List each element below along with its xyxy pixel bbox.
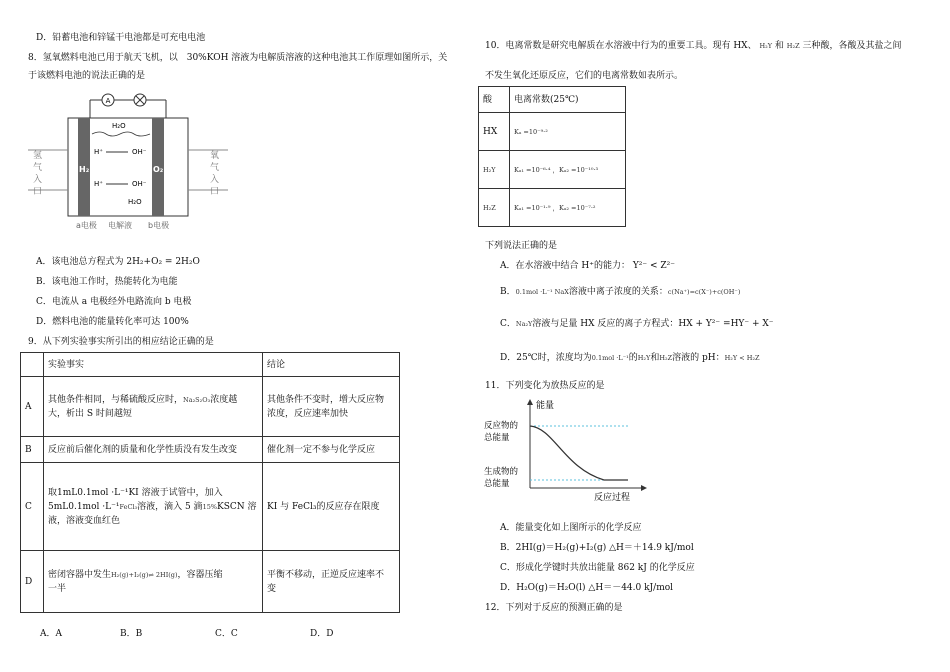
energy-diagram — [484, 396, 654, 506]
table-row: A 其他条件相同，与稀硫酸反应时，Na₂S₂O₃浓度越 大，析出 S 时间越短 其他条件不变时，增大反应物 浓度，反应速率加快 — [21, 377, 400, 437]
table-row: D 密闭容器中发生H₂(g)+I₂(g)⇌ 2HI(g)，容器压缩 一半 平衡不移动，正逆反应速率不 变 — [21, 551, 400, 613]
a-electrode-label: a电极 — [76, 221, 97, 230]
svg-text:H⁺: H⁺ — [94, 148, 103, 156]
table-row: H₂Z Kₐ₁ =10⁻¹·⁹ ，Kₐ₂ =10⁻⁷·² — [479, 189, 626, 227]
ammeter-label: A — [105, 97, 111, 105]
q11-stem: 11．下列变化为放热反应的是 — [485, 381, 605, 391]
product-label-2: 总能量 — [484, 479, 510, 489]
q9-stem: 9．从下列实验事实所引出的相应结论正确的是 — [28, 337, 214, 347]
q11-option-d[interactable]: D．H₂O(g)＝H₂O(l) △H＝－44.0 kJ/mol — [500, 583, 674, 593]
q8-option-c[interactable]: C．电流从 a 电极经外电路流向 b 电极 — [36, 297, 192, 307]
q9-option-b[interactable]: B．B — [120, 629, 143, 639]
table-row: HX Kₐ =10⁻⁹·² — [479, 113, 626, 151]
q9-option-c[interactable]: C．C — [215, 629, 238, 639]
svg-text:氧: 氧 — [210, 151, 220, 161]
svg-text:口: 口 — [210, 187, 220, 197]
q10-stem-line1: 10．电离常数是研究电解质在水溶液中行为的重要工具。现有 HX、 H₂Y 和 H₂Z 三种酸，各酸及其盐之间 — [485, 41, 902, 51]
reactant-label-2: 总能量 — [484, 433, 510, 443]
y-axis-label: 能量 — [536, 401, 555, 411]
table-row: B 反应前后催化剂的质量和化学性质没有发生改变 催化剂一定不参与化学反应 — [21, 437, 400, 463]
svg-text:H₂: H₂ — [79, 165, 90, 174]
energy-curve — [530, 426, 628, 480]
q9-option-a[interactable]: A．A — [40, 629, 62, 639]
q12-stem: 12．下列对于反应的预测正确的是 — [485, 603, 623, 613]
q9-table — [20, 352, 400, 613]
svg-text:OH⁻: OH⁻ — [132, 148, 147, 156]
b-electrode-label: b电极 — [148, 221, 170, 230]
svg-text:入: 入 — [33, 175, 43, 185]
q10-header-acid: 酸 — [479, 87, 510, 113]
q10-stem-line2: 不发生氧化还原反应，它们的电离常数如表所示。 — [485, 71, 684, 81]
q8-option-a[interactable]: A．该电池总方程式为 2H₂+O₂ = 2H₂O — [36, 257, 200, 267]
q10-option-c[interactable]: C．Na₂Y溶液与足量 HX 反应的离子方程式：HX + Y²⁻ =HY⁻ + X⁻ — [500, 319, 774, 329]
table-row: C 取1mL0.1mol ·L⁻¹KI 溶液于试管中，加入 5mL0.1mol ·L⁻¹FeCl₃溶液，滴入 5 滴15%KSCN 溶 液，溶液变血红色 KI 与 FeCl₃的反应存在限度 — [21, 463, 400, 551]
electrolyte-label: 电解液 — [108, 221, 132, 230]
svg-text:H₂O: H₂O — [112, 122, 126, 130]
x-axis-label: 反应过程 — [594, 493, 631, 503]
svg-text:O₂: O₂ — [153, 165, 164, 174]
svg-text:气: 气 — [33, 163, 43, 173]
q10-option-a[interactable]: A．在水溶液中结合 H⁺的能力： Y²⁻ < Z²⁻ — [500, 261, 675, 271]
q10-table — [478, 86, 626, 227]
svg-text:H₂O: H₂O — [128, 198, 142, 206]
table-row: H₂Y Kₐ₁ =10⁻⁶·⁴ ，Kₐ₂ =10⁻¹⁰·³ — [479, 151, 626, 189]
q11-option-b[interactable]: B．2HI(g)＝H₂(g)+I₂(g) △H＝＋14.9 kJ/mol — [500, 543, 694, 553]
q9-header-conclusion: 结论 — [263, 353, 400, 377]
q10-header-constant: 电离常数(25℃) — [510, 87, 626, 113]
q10-question: 下列说法正确的是 — [485, 241, 558, 251]
q7-option-d: D．铅蓄电池和锌锰干电池都是可充电电池 — [36, 33, 206, 43]
product-label-1: 生成物的 — [484, 467, 519, 477]
q8-stem-line1: 8．氢氧燃料电池已用于航天飞机，以 30%KOH 溶液为电解质溶液的这种电池其工作原理如图所示，关 — [28, 53, 448, 63]
svg-text:口: 口 — [33, 187, 43, 197]
q8-stem-line2: 于该燃料电池的说法正确的是 — [28, 71, 146, 81]
svg-text:OH⁻: OH⁻ — [132, 180, 147, 188]
q10-option-b[interactable]: B．0.1mol ·L⁻¹ NaX溶液中离子浓度的关系：c(Na⁺)=c(X⁻)+c(OH⁻) — [500, 287, 741, 297]
svg-text:气: 气 — [210, 163, 220, 173]
reactant-label-1: 反应物的 — [484, 421, 519, 431]
q11-option-c[interactable]: C．形成化学键时共放出能量 862 kJ 的化学反应 — [500, 563, 695, 573]
fuel-cell-diagram — [28, 86, 228, 236]
q8-option-b[interactable]: B．该电池工作时，热能转化为电能 — [36, 277, 178, 287]
q10-option-d[interactable]: D．25℃时，浓度均为0.1mol ·L⁻¹的H₂Y和H₂Z溶液的 pH：H₂Y < H₂Z — [500, 353, 760, 363]
svg-text:H⁺: H⁺ — [94, 180, 103, 188]
q9-option-d[interactable]: D．D — [310, 629, 334, 639]
q9-header-fact: 实验事实 — [44, 353, 263, 377]
svg-text:氢: 氢 — [33, 151, 43, 161]
svg-text:入: 入 — [210, 175, 220, 185]
q11-option-a[interactable]: A．能量变化如上图所示的化学反应 — [500, 523, 642, 533]
q8-option-d[interactable]: D．燃料电池的能量转化率可达 100% — [36, 317, 189, 327]
